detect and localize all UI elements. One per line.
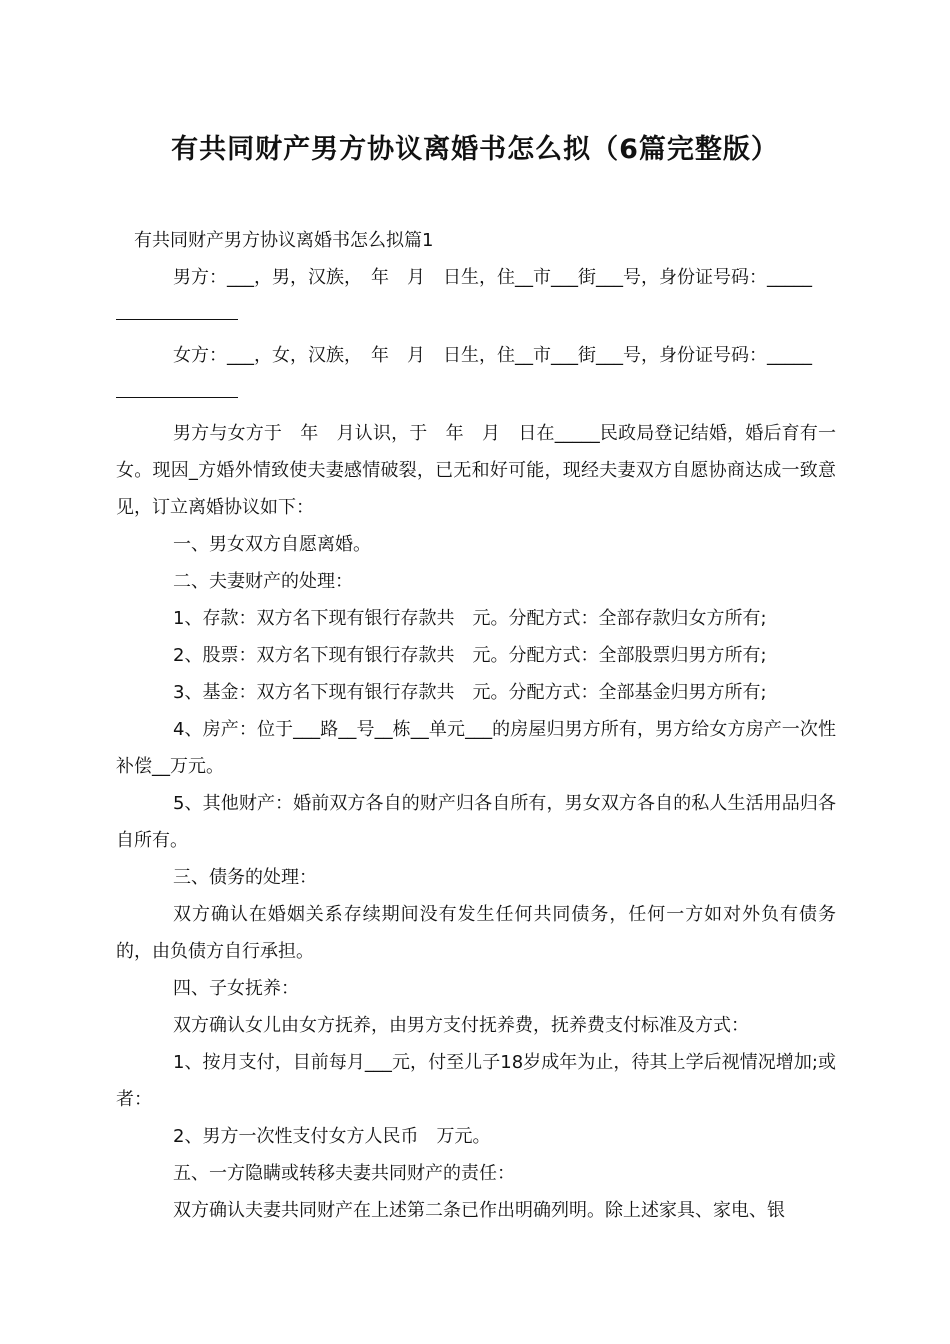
- paragraph: 4、房产：位于___路__号__栋__单元___的房屋归男方所有，男方给女方房产一次性补偿__万元。: [116, 719, 836, 777]
- document-title: 有共同财产男方协议离婚书怎么拟（6篇完整版）: [171, 134, 779, 165]
- paragraph: 1、按月支付，目前每月___元，付至儿子18岁成年为止，待其上学后视情况增加;或者：: [116, 1052, 836, 1110]
- paragraph: 五、一方隐瞒或转移夫妻共同财产的责任：: [173, 1163, 515, 1184]
- paragraph: 2、股票：双方名下现有银行存款共 元。分配方式：全部股票归男方所有;: [173, 645, 767, 666]
- paragraph: 三、债务的处理：: [173, 867, 317, 888]
- paragraph: 双方确认在婚姻关系存续期间没有发生任何共同债务，任何一方如对外负有债务的，由负债方自行承担。: [116, 904, 836, 962]
- paragraph: 3、基金：双方名下现有银行存款共 元。分配方式：全部基金归男方所有;: [173, 682, 767, 703]
- paragraph: 一、男女双方自愿离婚。: [173, 534, 371, 555]
- paragraph: 双方确认女儿由女方抚养，由男方支付抚养费，抚养费支付标准及方式：: [173, 1015, 749, 1036]
- paragraph: 双方确认夫妻共同财产在上述第二条已作出明确列明。除上述家具、家电、银: [173, 1200, 785, 1221]
- paragraph: 5、其他财产：婚前双方各自的财产归各自所有，男女双方各自的私人生活用品归各自所有。: [116, 793, 836, 851]
- paragraph: 男方与女方于 年 月认识，于 年 月 日在_____民政局登记结婚，婚后育有一女。现因_方婚外情致使夫妻感情破裂，已无和好可能，现经夫妻双方自愿协商达成一致意见，订立离婚协议如下：: [116, 423, 836, 518]
- paragraph-female-party: 女方：___，女，汉族， 年 月 日生，住__市___街___号，身份证号码：_____: [173, 345, 812, 366]
- section-heading: 有共同财产男方协议离婚书怎么拟篇1: [134, 230, 434, 251]
- paragraph-male-party: 男方：___，男，汉族， 年 月 日生，住__市___街___号，身份证号码：_____: [173, 267, 812, 288]
- paragraph: 四、子女抚养：: [173, 978, 299, 999]
- paragraph: 二、夫妻财产的处理：: [173, 571, 353, 592]
- paragraph: 1、存款：双方名下现有银行存款共 元。分配方式：全部存款归女方所有;: [173, 608, 767, 629]
- paragraph: 2、男方一次性支付女方人民币 万元。: [173, 1126, 491, 1147]
- document-body: [116, 222, 836, 1229]
